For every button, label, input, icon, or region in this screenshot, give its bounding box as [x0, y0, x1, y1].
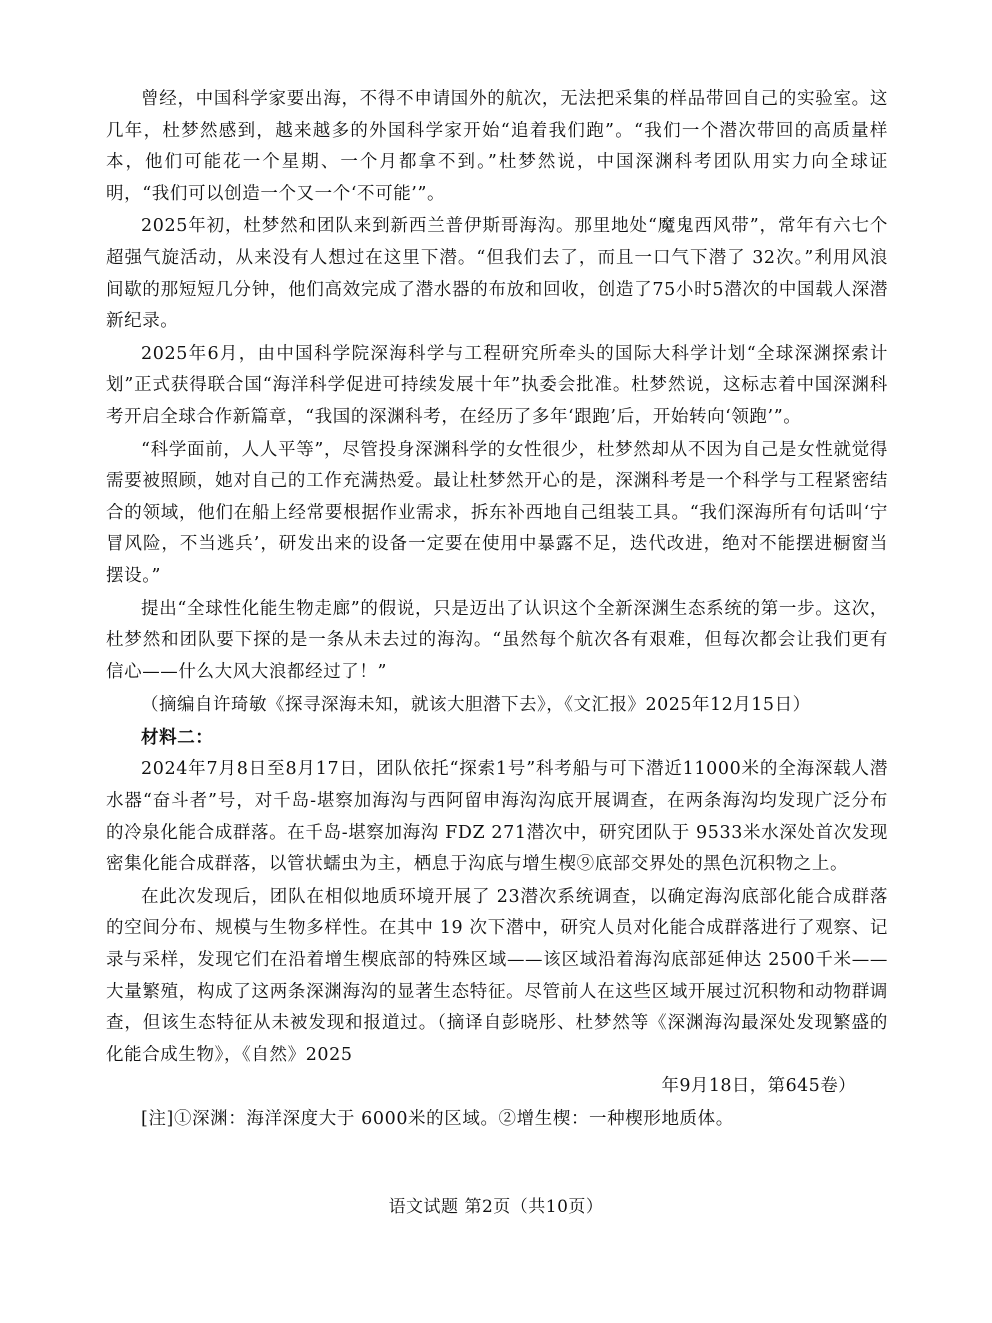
- material-2-paragraph-1: 2024年7月8日至8月17日，团队依托“探索1号”科考船与可下潜近11000米的全海深载人潜水器“奋斗者”号，对千岛-堪察加海沟与西阿留申海沟沟底开展调查，在两条海沟均发现广泛分布的冷泉化能合成群落。在千岛-堪察加海沟 FDZ 271潜次中，研究团队于 9533米水深处首次发现密集化能合成群落，以管状蠕虫为主，栖息于沟底与增生楔⑨底部交界处的黑色沉积物之上。: [106, 759, 888, 875]
- paragraph-5: 提出“全球性化能生物走廊”的假说，只是迈出了认识这个全新深渊生态系统的第一步。这次，杜梦然和团队要下探的是一条从未去过的海沟。“虽然每个航次各有艰难，但每次都会让我们更有信心——什么大风大浪都经过了！”: [106, 598, 888, 682]
- source-citation-2-tail: 年9月18日，第645卷）: [661, 1076, 856, 1097]
- paragraph-4: “科学面前，人人平等”，尽管投身深渊科学的女性很少，杜梦然却从不因为自己是女性就觉得需要被照顾，她对自己的工作充满热爱。最让杜梦然开心的是，深渊科考是一个科学与工程紧密结合的领域，他们在船上经常要根据作业需求，拆东补西地自己组装工具。“我们深海所有句话叫‘宁冒风险，不当逃兵’，研发出来的设备一定要在使用中暴露不足，迭代改进，绝对不能摆进橱窗当摆设。”: [106, 439, 888, 586]
- paragraph-3: 2025年6月，由中国科学院深海科学与工程研究所牵头的国际大科学计划“全球深渊探索计划”正式获得联合国“海洋科学促进可持续发展十年”执委会批准。杜梦然说，这标志着中国深渊科考开启全球合作新篇章，“我国的深渊科考，在经历了多年‘跟跑’后，开始转向‘领跑’”。: [106, 343, 888, 427]
- material-2-heading: 材料二：: [141, 727, 214, 748]
- paragraph-1: 曾经，中国科学家要出海，不得不申请国外的航次，无法把采集的样品带回自己的实验室。这几年，杜梦然感到，越来越多的外国科学家开始“追着我们跑”。“我们一个潜次带回的高质量样本，他们可能花一个星期、一个月都拿不到。”杜梦然说，中国深渊科考团队用实力向全球证明，“我们可以创造一个又一个‘不可能’”。: [106, 89, 888, 204]
- source-citation-1: （摘编自许琦敏《探寻深海未知，就该大胆潜下去》，《文汇报》2025年12月15日）: [141, 695, 811, 716]
- material-2-paragraph-2: 在此次发现后，团队在相似地质环境开展了 23潜次系统调查，以确定海沟底部化能合成群落的空间分布、规模与生物多样性。在其中 19 次下潜中，研究人员对化能合成群落进行了观察、记录与采样，发现它们在沿着增生楔底部的特殊区域——该区域沿着海沟底部延伸达 2500千米——大量繁殖，构成了这两条深渊海沟的显著生态特征。尽管前人在这些区域开展过沉积物和动物群调查，但该生态特征从未被发现和报道过。（摘译自彭晓彤、杜梦然等《深渊海沟最深处发现繁盛的化能合成生物》，《自然》2025: [106, 886, 888, 1065]
- annotation-note: [注]①深渊：海洋深度大于 6000米的区域。②增生楔：一种楔形地质体。: [141, 1109, 734, 1129]
- page-footer: 语文试题 第2页（共10页）: [388, 1197, 604, 1217]
- paragraph-2: 2025年初，杜梦然和团队来到新西兰普伊斯哥海沟。那里地处“魔鬼西风带”，常年有六七个超强气旋活动，从来没有人想过在这里下潜。“但我们去了，而且一口气下潜了 32次。”利用风浪间歇的那短短几分钟，他们高效完成了潜水器的布放和回收，创造了75小时5潜次的中国载人深潜新纪录。: [106, 216, 888, 332]
- reading-passage: [106, 84, 888, 1136]
